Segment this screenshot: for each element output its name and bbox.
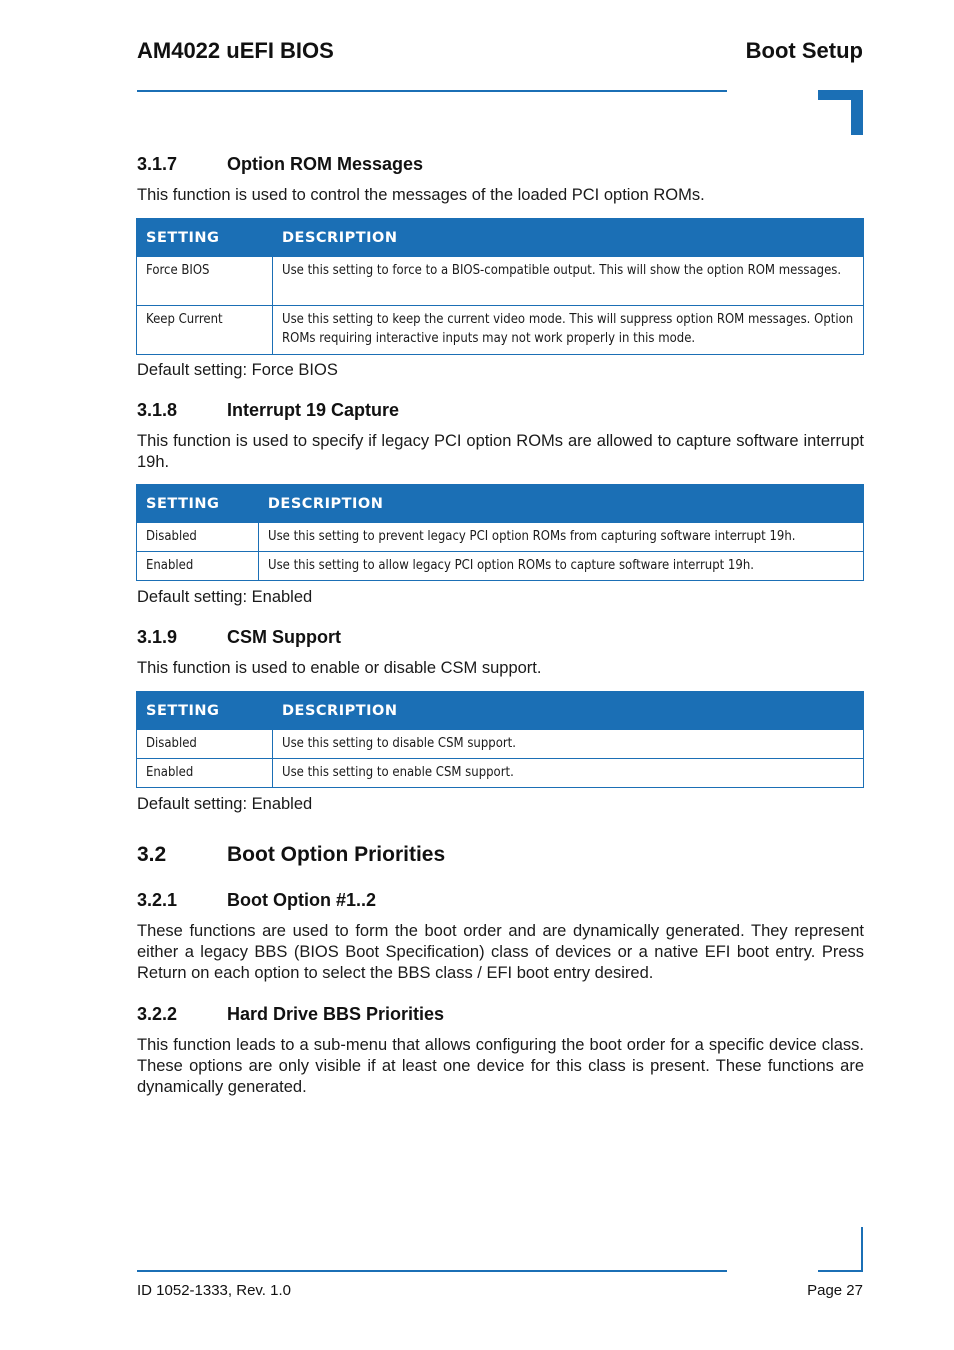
section-number: 3.2 — [137, 843, 167, 866]
document-id: ID 1052-1333, Rev. 1.0 — [137, 1282, 291, 1299]
setting-cell: Enabled — [137, 552, 259, 581]
description-cell: Use this setting to allow legacy PCI option ROMs to capture software interrupt 19h. — [258, 552, 863, 581]
section-number: 3.1.7 — [137, 154, 178, 174]
table-row — [137, 759, 864, 788]
corner-mark-bottom — [818, 1270, 863, 1272]
table-row — [137, 523, 864, 552]
description-cell: Use this setting to keep the current video mode. This will suppress option ROM messages. Option ROMs requiring interactive inputs may not work properly in this mode. — [273, 306, 864, 355]
section-3-1-7-intro: This function is used to control the messages of the loaded PCI option ROMs. — [137, 186, 705, 204]
section-3-2-2-heading — [137, 1004, 444, 1025]
column-header-setting: SETTING — [137, 485, 259, 523]
column-header-description: DESCRIPTION — [258, 485, 863, 523]
footer-rule — [137, 1270, 727, 1272]
interrupt-19-capture-table — [136, 484, 864, 581]
table-header-row — [137, 219, 864, 257]
description-cell: Use this setting to prevent legacy PCI option ROMs from capturing software interrupt 19h. — [258, 523, 863, 552]
section-3-1-9-intro: This function is used to enable or disable CSM support. — [137, 659, 542, 677]
section-3-1-7-heading — [137, 154, 423, 175]
section-title: Option ROM Messages — [227, 154, 424, 174]
section-3-1-8-intro: This function is used to specify if legacy PCI option ROMs are allowed to capture software interrupt 19h. — [137, 432, 864, 471]
section-3-2-1-body: These functions are used to form the boot order and are dynamically generated. They represent either a legacy BBS (BIOS Boot Specification) class of devices or a native EFI boot entry. Press Return on each option to select the BBS class / EFI boot entry desired. — [137, 922, 864, 982]
section-number: 3.1.8 — [137, 400, 178, 420]
section-title: Boot Option Priorities — [227, 843, 446, 866]
option-rom-messages-table — [136, 218, 864, 355]
table-row — [137, 257, 864, 306]
section-title: Boot Option #1..2 — [227, 890, 377, 910]
document-title: AM4022 uEFI BIOS — [137, 38, 334, 63]
table-row — [137, 730, 864, 759]
section-3-1-8-default: Default setting: Enabled — [137, 588, 313, 606]
description-cell: Use this setting to enable CSM support. — [273, 759, 864, 788]
corner-mark-top-vertical — [851, 90, 863, 135]
section-3-1-8-heading — [137, 400, 399, 421]
setting-cell: Force BIOS — [137, 257, 273, 306]
section-number: 3.2.1 — [137, 890, 178, 910]
csm-support-table — [136, 691, 864, 788]
section-3-1-9-heading — [137, 627, 341, 648]
section-number: 3.1.9 — [137, 627, 178, 647]
section-title: Interrupt 19 Capture — [227, 400, 400, 420]
section-title: CSM Support — [227, 627, 341, 647]
chapter-title: Boot Setup — [745, 38, 863, 63]
description-cell: Use this setting to disable CSM support. — [273, 730, 864, 759]
table-row — [137, 306, 864, 355]
table-row — [137, 552, 864, 581]
table-header-row — [137, 485, 864, 523]
section-3-1-7-default: Default setting: Force BIOS — [137, 361, 338, 379]
section-3-1-9-default: Default setting: Enabled — [137, 795, 313, 813]
setting-cell: Keep Current — [137, 306, 273, 355]
page-number: Page 27 — [807, 1282, 863, 1299]
setting-cell: Disabled — [137, 730, 273, 759]
table-header-row — [137, 692, 864, 730]
section-3-2-1-heading — [137, 890, 376, 911]
header-rule — [137, 90, 727, 92]
section-number: 3.2.2 — [137, 1004, 178, 1024]
corner-mark-bottom-vertical — [861, 1227, 863, 1272]
section-3-2-heading — [137, 843, 445, 867]
section-3-2-2-body: This function leads to a sub-menu that allows configuring the boot order for a specific device class. These options are only visible if at least one device for this class is present. These functions are dynamically generated. — [137, 1036, 864, 1096]
setting-cell: Disabled — [137, 523, 259, 552]
column-header-description: DESCRIPTION — [273, 219, 864, 257]
setting-cell: Enabled — [137, 759, 273, 788]
section-title: Hard Drive BBS Priorities — [227, 1004, 445, 1024]
column-header-setting: SETTING — [137, 219, 273, 257]
column-header-setting: SETTING — [137, 692, 273, 730]
description-cell: Use this setting to force to a BIOS-compatible output. This will show the option ROM messages. — [273, 257, 864, 306]
column-header-description: DESCRIPTION — [273, 692, 864, 730]
